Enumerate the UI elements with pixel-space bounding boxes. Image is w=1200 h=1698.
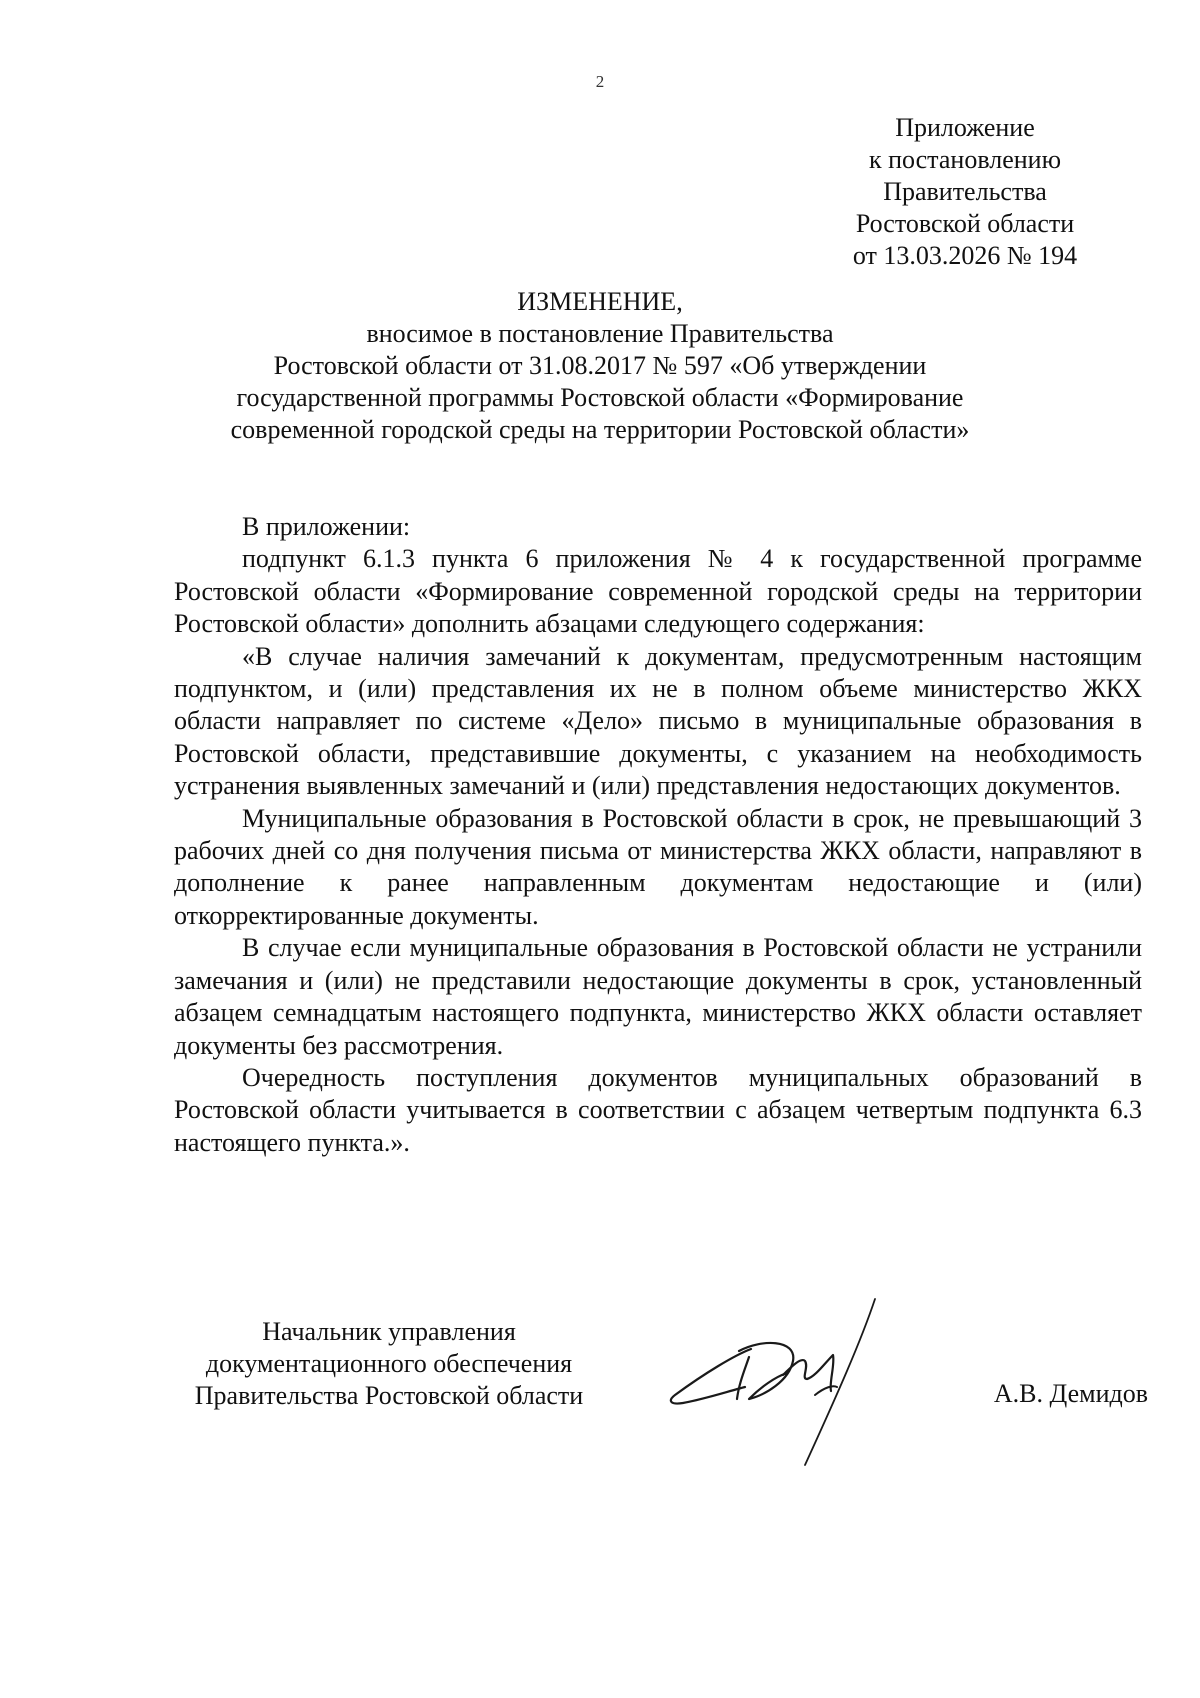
signatory-position-line: документационного обеспечения bbox=[205, 1349, 573, 1378]
body-paragraph: Муниципальные образования в Ростовской области в срок, не превышающий 3 рабочих дней со дня получения письма от министерства ЖКХ области, направляют в дополнение к ранее направленным документам недостающие и (или) откорректированные документы. bbox=[174, 803, 1142, 930]
title-line: современной городской среды на территории Ростовской области» bbox=[230, 415, 970, 444]
signature-stroke bbox=[737, 1357, 749, 1399]
signatory-position-line: Начальник управления bbox=[262, 1317, 516, 1346]
appendix-line: Приложение bbox=[895, 113, 1035, 142]
signatory-position-line: Правительства Ростовской области bbox=[194, 1381, 584, 1410]
signatory-name: А.В. Демидов bbox=[993, 1379, 1148, 1408]
body-paragraph: «В случае наличия замечаний к документам, предусмотренным настоящим подпунктом, и (или) представления их не в полном объеме министерство ЖКХ области направляет по системе «Дело» письмо в муниципальные образования в Ростовской области, представившие документы, с указанием на необходимость устранения выявленных замечаний и (или) представления недостающих документов. bbox=[174, 641, 1142, 801]
document-title bbox=[100, 286, 1100, 446]
body-paragraph: В приложении: bbox=[242, 512, 411, 541]
handwritten-signature bbox=[665, 1295, 935, 1475]
title-heading: ИЗМЕНЕНИЕ, bbox=[517, 287, 683, 316]
document-body bbox=[174, 511, 1142, 1159]
signature-stroke bbox=[815, 1386, 837, 1395]
body-paragraph: Очередность поступления документов муниципальных образований в Ростовской области учитывается в соответствии с абзацем четвертым подпункта 6.3 настоящего пункта.». bbox=[174, 1062, 1142, 1157]
signature-stroke bbox=[783, 1355, 833, 1391]
title-line: государственной программы Ростовской области «Формирование bbox=[236, 383, 964, 412]
appendix-header bbox=[800, 112, 1130, 272]
signature-stroke bbox=[805, 1299, 875, 1465]
body-paragraph: подпункт 6.1.3 пункта 6 приложения № 4 к государственной программе Ростовской области «Формирование современной городской среды на территории Ростовской области» дополнить абзацами следующего содержания: bbox=[174, 544, 1142, 639]
title-line: вносимое в постановление Правительства bbox=[366, 319, 834, 348]
appendix-line: от 13.03.2026 № 194 bbox=[852, 241, 1078, 270]
page-number: 2 bbox=[595, 72, 605, 91]
body-paragraph: В случае если муниципальные образования в Ростовской области не устранили замечания и (или) не представили недостающие документы в срок, установленный абзацем семнадцатым настоящего подпункта, министерство ЖКХ области оставляет документы без рассмотрения. bbox=[174, 933, 1142, 1060]
appendix-line: Правительства bbox=[883, 177, 1047, 206]
appendix-line: к постановлению bbox=[868, 145, 1062, 174]
signature-stroke bbox=[671, 1349, 751, 1404]
appendix-line: Ростовской области bbox=[855, 209, 1075, 238]
signatory-position bbox=[174, 1316, 604, 1412]
title-line: Ростовской области от 31.08.2017 № 597 «Об утверждении bbox=[273, 351, 927, 380]
